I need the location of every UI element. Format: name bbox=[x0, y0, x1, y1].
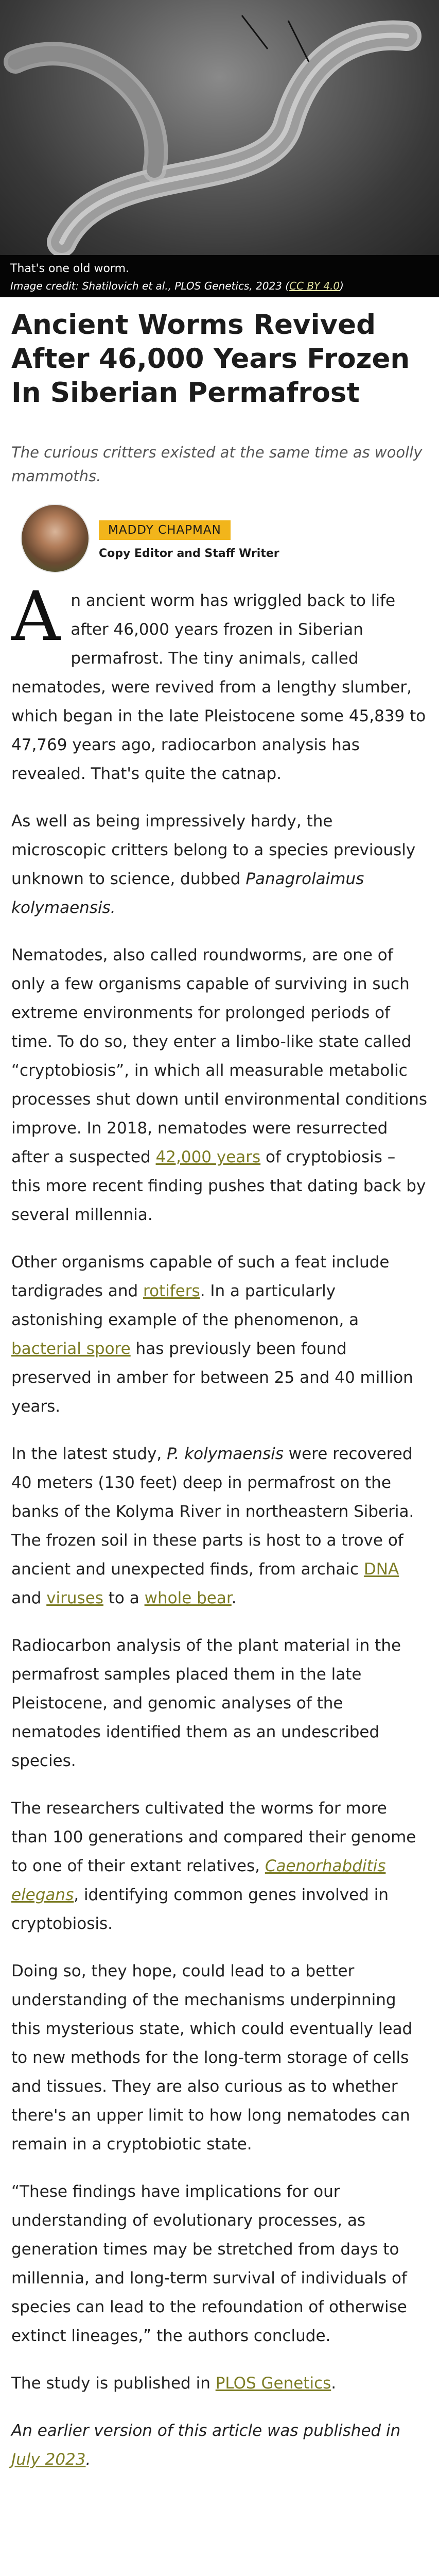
link-july-2023[interactable]: July 2023 bbox=[11, 2450, 86, 2469]
paragraph-text: were recovered 40 meters (130 feet) deep in permafrost on the banks of the Kolyma River in northeastern Siberia. The frozen soil in these parts is host to a trove of ancient and unexpected finds, from archaic bbox=[11, 1445, 414, 1579]
species-name: Panagrolaimus kolymaensis. bbox=[11, 870, 364, 917]
link-bacterial-spore[interactable]: bacterial spore bbox=[11, 1340, 131, 1358]
paragraph-text: of cryptobiosis – this more recent finding pushes that dating back by several millennia. bbox=[11, 1148, 426, 1224]
paragraph-text: “These findings have implications for our understanding of evolutionary processes, as generation times may be stretched from days to millennia, and long-term survival of individuals of species can lead to the refoundation of otherwise extinct lineages,” the authors conclude. bbox=[11, 2182, 407, 2345]
paragraph-text: Other organisms capable of such a feat include tardigrades and bbox=[11, 1253, 390, 1300]
paragraph-text: In the latest study, bbox=[11, 1445, 167, 1463]
link-dna[interactable]: DNA bbox=[363, 1560, 399, 1579]
link-c-elegans[interactable]: Caenorhabditis elegans bbox=[11, 1857, 386, 1904]
link-whole-bear[interactable]: whole bear bbox=[144, 1589, 232, 1607]
paragraph bbox=[11, 1631, 428, 1775]
author-avatar[interactable] bbox=[21, 504, 90, 573]
paragraph-text: . bbox=[331, 2374, 337, 2393]
license-link[interactable]: CC BY 4.0 bbox=[289, 280, 340, 292]
hero-image bbox=[0, 0, 439, 258]
link-viruses[interactable]: viruses bbox=[46, 1589, 103, 1607]
paragraph-text: n ancient worm has wriggled back to life after 46,000 years frozen in Siberian permafrost. The tiny animals, called nematodes, were revived from a lengthy slumber, which began in the late Pleistocene some 45,839 to 47,769 years ago, radiocarbon analysis has revealed. That's quite the catnap. bbox=[11, 591, 426, 783]
paragraph-text: . In a particularly astonishing example of the phenomenon, a bbox=[11, 1282, 359, 1329]
link-plos-genetics[interactable]: PLOS Genetics bbox=[215, 2374, 331, 2393]
worm-illustration bbox=[0, 0, 439, 258]
paragraph-text: Nematodes, also called roundworms, are one of only a few organisms capable of surviving in such extreme environments for prolonged periods of time. To do so, they enter a limbo-like state called “cryptobiosis”, in which all measurable metabolic processes shut down until environmental conditions improve. In 2018, nematodes were resurrected after a suspected bbox=[11, 946, 428, 1166]
paragraph-text: and bbox=[11, 1589, 47, 1607]
paragraph-text: , identifying common genes involved in cryptobiosis. bbox=[11, 1886, 389, 1933]
drop-cap: A bbox=[11, 577, 61, 656]
paragraph-text: Radiocarbon analysis of the plant material in the permafrost samples placed them in the late Pleistocene, and genomic analyses of the nematodes identified them as an undescribed species. bbox=[11, 1636, 401, 1770]
paragraph-text: An earlier version of this article was published in bbox=[11, 2421, 401, 2440]
paragraph bbox=[11, 1248, 428, 1421]
paragraph-text: The researchers cultivated the worms for more than 100 generations and compared their genome to one of their extant relatives, bbox=[11, 1799, 416, 1875]
paragraph-text: The study is published in bbox=[11, 2374, 216, 2393]
article-body bbox=[11, 577, 428, 2493]
paragraph-text: . bbox=[85, 2450, 91, 2469]
author-role: Copy Editor and Staff Writer bbox=[99, 547, 279, 560]
image-caption bbox=[0, 255, 439, 297]
author-name-link[interactable]: MADDY CHAPMAN bbox=[99, 520, 231, 540]
article-subtitle: The curious critters existed at the same time as woolly mammoths. bbox=[11, 444, 423, 485]
paragraph-text: As well as being impressively hardy, the microscopic critters belong to a species previously unknown to science, dubbed bbox=[11, 812, 416, 888]
paragraph bbox=[11, 2369, 428, 2398]
image-credit bbox=[10, 278, 429, 294]
paragraph bbox=[11, 2177, 428, 2350]
paragraph bbox=[11, 941, 428, 1229]
paragraph-text: has previously been found preserved in amber for between 25 and 40 million years. bbox=[11, 1340, 413, 1416]
paragraph-text: Doing so, they hope, could lead to a better understanding of the mechanisms underpinning this mysterious state, which could eventually lead to new methods for the long-term storage of cells and tissues. They are also curious as to whether there's an upper limit to how long nematodes can remain in a cryptobiotic state. bbox=[11, 1962, 413, 2154]
image-credit-text: Image credit: Shatilovich et al., PLOS Genetics, 2023 ( bbox=[10, 280, 290, 292]
paragraph bbox=[11, 1439, 428, 1613]
paragraph-text: . bbox=[231, 1589, 237, 1607]
author-byline bbox=[11, 501, 428, 573]
link-rotifers[interactable]: rotifers bbox=[143, 1282, 200, 1300]
link-42000-years[interactable]: 42,000 years bbox=[155, 1148, 261, 1166]
paragraph bbox=[11, 1957, 428, 2159]
paragraph bbox=[11, 577, 428, 788]
paragraph bbox=[11, 1794, 428, 1938]
species-name: P. kolymaensis bbox=[167, 1445, 284, 1463]
caption-line: That's one old worm. bbox=[10, 262, 129, 275]
paragraph-text: to a bbox=[103, 1589, 145, 1607]
image-credit-suffix: ) bbox=[340, 280, 344, 292]
article-title: Ancient Worms Revived After 46,000 Years Frozen In Siberian Permafrost bbox=[11, 309, 410, 409]
earlier-version-note bbox=[11, 2416, 428, 2474]
paragraph bbox=[11, 807, 428, 922]
